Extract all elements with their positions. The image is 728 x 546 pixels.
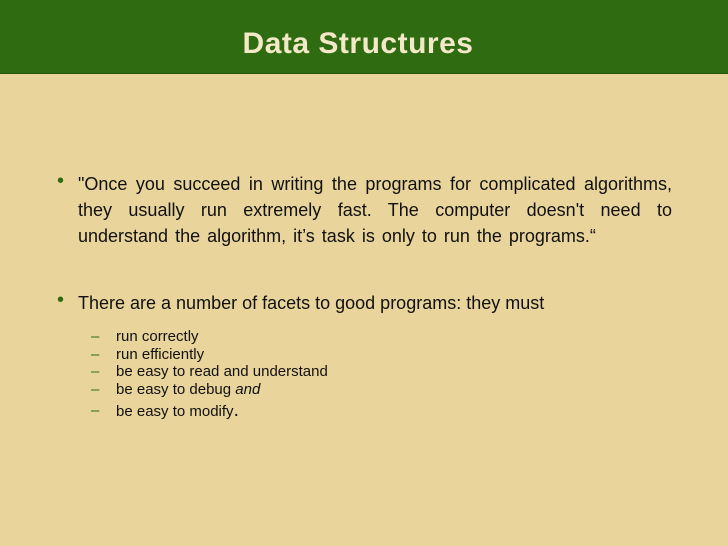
list-item-text: be easy to read and understand	[116, 363, 328, 380]
facets-paragraph: There are a number of facets to good programs: they must	[78, 293, 545, 313]
slide-title: Data Structures	[242, 27, 474, 60]
list-item-text: be easy to debug	[116, 380, 236, 398]
list-item-text: run efficiently	[116, 345, 205, 363]
list-item-text-wrap	[116, 381, 260, 399]
bullet-marker: •	[57, 289, 65, 311]
title-bar	[0, 0, 728, 74]
list-item-emphasis: and	[235, 380, 261, 398]
dash-marker: –	[91, 328, 100, 345]
dash-marker: –	[91, 363, 100, 380]
dash-marker: –	[91, 345, 100, 363]
bullet-marker: •	[57, 170, 65, 192]
list-item-text-wrap	[116, 402, 239, 421]
list-item-text: be easy to modify	[116, 403, 234, 420]
quote-paragraph: "Once you succeed in writing the programs for complicated algorithms, they usually run extremely fast. The computer doesn't need to understand the algorithm, it’s task is only to run the programs.“	[78, 174, 672, 246]
list-item-text: run correctly	[116, 328, 199, 345]
dash-marker: –	[91, 402, 100, 419]
list-item-trailing: .	[233, 400, 239, 421]
dash-marker: –	[91, 380, 100, 398]
